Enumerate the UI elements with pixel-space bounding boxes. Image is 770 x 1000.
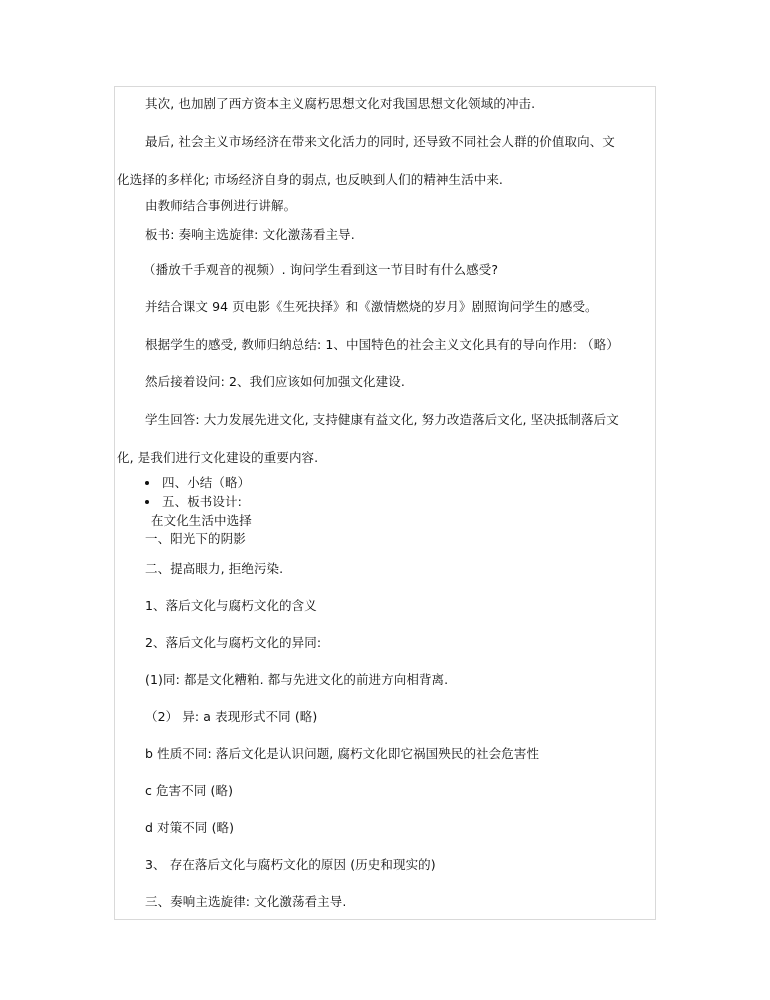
outline-line: 3、 存在落后文化与腐朽文化的原因 (历史和现实的) bbox=[145, 857, 436, 872]
paragraph-line: 化, 是我们进行文化建设的重要内容. bbox=[117, 450, 319, 465]
list-item-summary: 四、小结（略） bbox=[162, 475, 251, 490]
paragraph-line: 然后接着设问: 2、我们应该如何加强文化建设. bbox=[145, 374, 405, 389]
outline-line: 二、提高眼力, 拒绝污染. bbox=[145, 561, 284, 576]
paragraph-line: 学生回答: 大力发展先进文化, 支持健康有益文化, 努力改造落后文化, 坚决抵制落后文 bbox=[145, 412, 619, 427]
paragraph-line: 最后, 社会主义市场经济在带来文化活力的同时, 还导致不同社会人群的价值取向、文 bbox=[145, 134, 615, 149]
outline-line: d 对策不同 (略) bbox=[145, 820, 235, 835]
list-item-board-design: 五、板书设计: bbox=[162, 494, 242, 509]
paragraph-line: 并结合课文 94 页电影《生死抉择》和《激情燃烧的岁月》剧照询问学生的感受。 bbox=[145, 299, 598, 314]
board-title: 在文化生活中选择 bbox=[151, 513, 252, 528]
paragraph-line: 其次, 也加剧了西方资本主义腐朽思想文化对我国思想文化领域的冲击. bbox=[145, 96, 536, 111]
outline-line: (1)同: 都是文化糟粕. 都与先进文化的前进方向相背离. bbox=[145, 672, 449, 687]
outline-line: 1、落后文化与腐朽文化的含义 bbox=[145, 598, 317, 613]
bullet-icon bbox=[145, 481, 149, 485]
outline-line: b 性质不同: 落后文化是认识问题, 腐朽文化即它祸国殃民的社会危害性 bbox=[145, 746, 540, 761]
outline-line: 三、奏响主选旋律: 文化激荡看主导. bbox=[145, 894, 347, 909]
paragraph-line: 化选择的多样化; 市场经济自身的弱点, 也反映到人们的精神生活中来. bbox=[117, 172, 504, 187]
paragraph-line: 根据学生的感受, 教师归纳总结: 1、中国特色的社会主义文化具有的导向作用: （略） bbox=[145, 337, 619, 352]
paragraph-line: 由教师结合事例进行讲解。 bbox=[145, 198, 297, 213]
paragraph-line: （播放千手观音的视频）. 询问学生看到这一节目时有什么感受? bbox=[143, 262, 499, 277]
outline-line: c 危害不同 (略) bbox=[145, 783, 234, 798]
outline-line: 一、阳光下的阴影 bbox=[145, 531, 246, 546]
outline-line: 2、落后文化与腐朽文化的异同: bbox=[145, 635, 322, 650]
blackboard-line: 板书: 奏响主选旋律: 文化激荡看主导. bbox=[145, 227, 355, 242]
bullet-icon bbox=[145, 500, 149, 504]
outline-line: （2） 异: a 表现形式不同 (略) bbox=[145, 709, 318, 724]
